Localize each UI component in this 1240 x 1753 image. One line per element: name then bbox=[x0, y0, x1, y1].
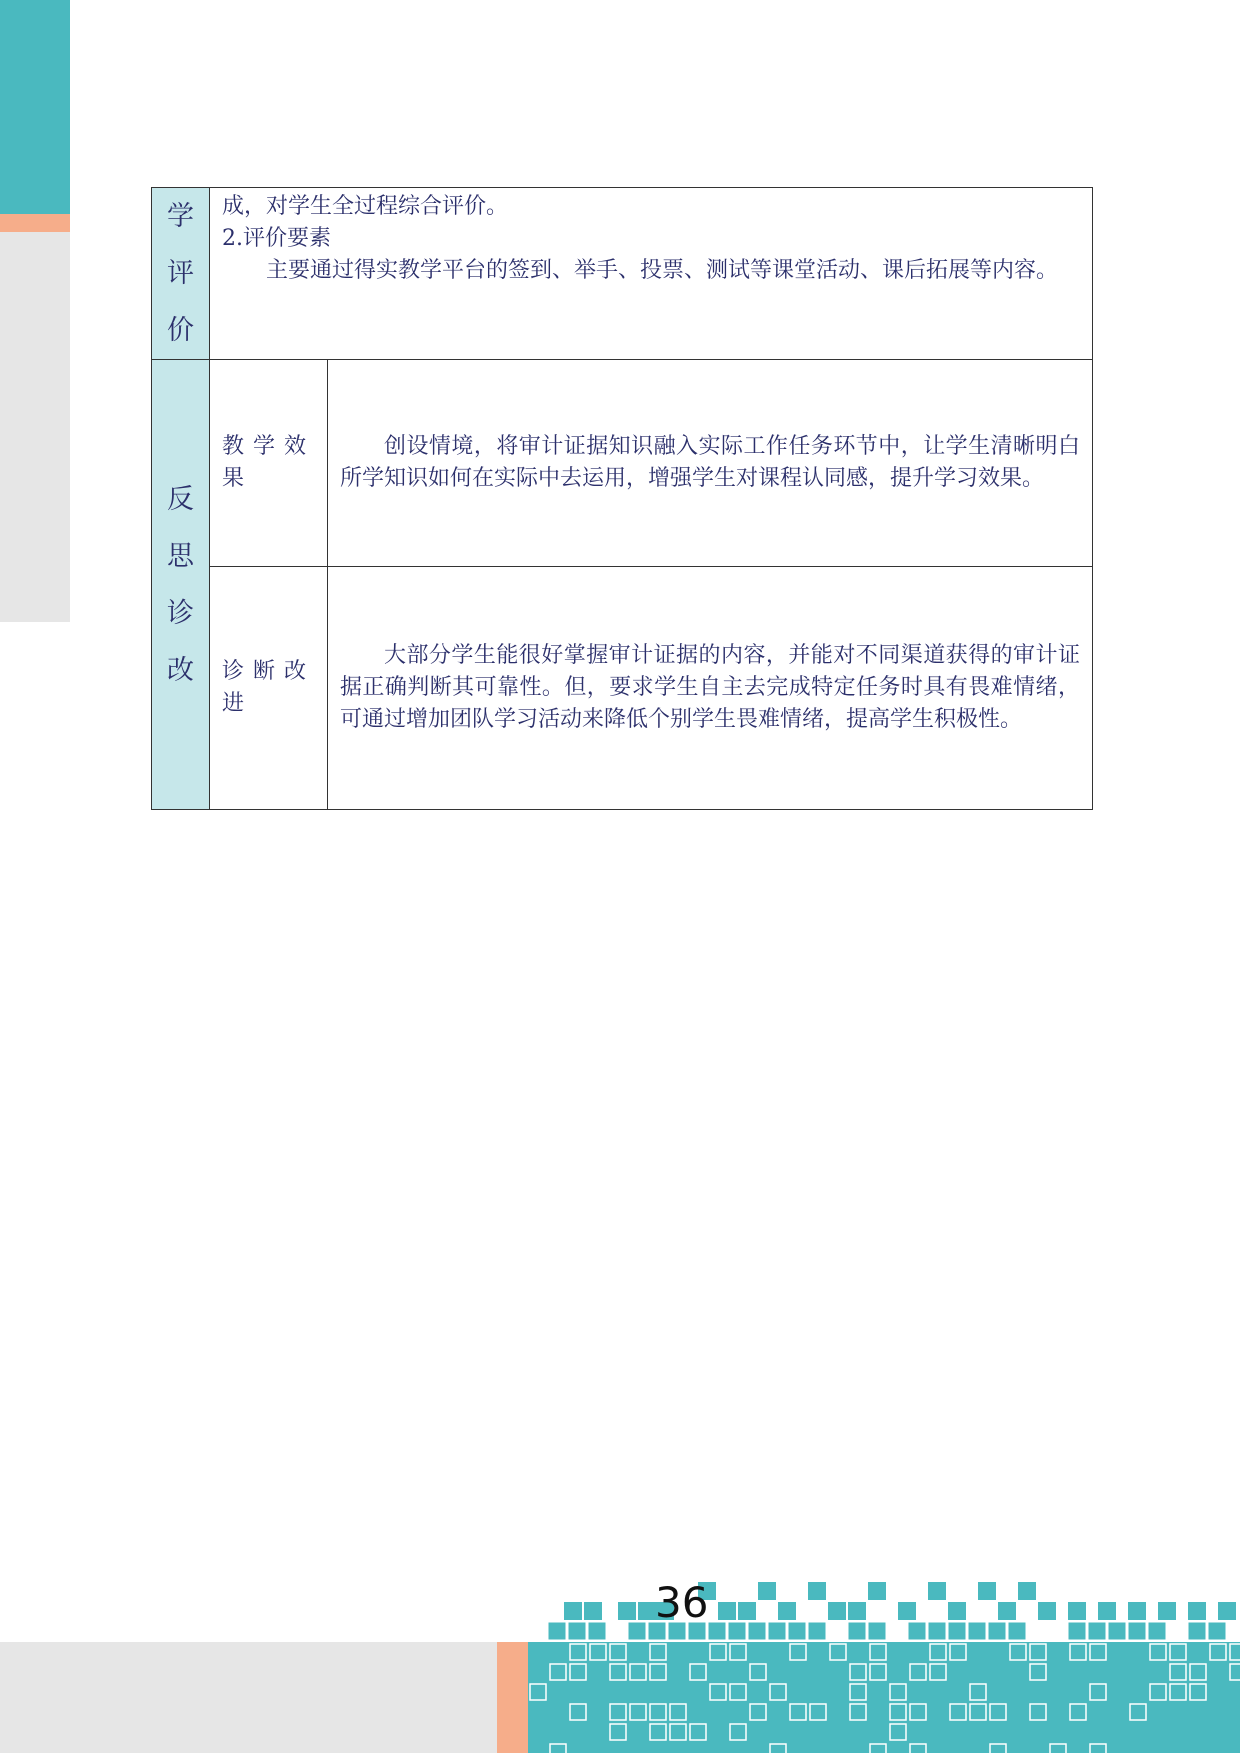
footer-pixel-outline bbox=[730, 1724, 746, 1740]
side-char: 学 bbox=[167, 201, 194, 232]
footer-pixel bbox=[638, 1602, 656, 1620]
footer-pixel bbox=[1128, 1622, 1146, 1640]
eval-line-3: 主要通过得实教学平台的签到、举手、投票、测试等课堂活动、课后拓展等内容。 bbox=[266, 258, 1059, 283]
diagnosis-text: 大部分学生能很好掌握审计证据的内容，并能对不同渠道获得的审计证据正确判断其可靠性。但，要求学生自主去完成特定任务时具有畏难情绪，可通过增加团队学习活动来降低个别学生畏难情绪，提高学生积极性。 bbox=[340, 643, 1080, 732]
footer-pixel-outline bbox=[1150, 1684, 1166, 1700]
footer-pixel-outline bbox=[650, 1724, 666, 1740]
footer-pixel-outline bbox=[750, 1664, 766, 1680]
footer-pixel bbox=[758, 1582, 776, 1600]
footer-pixel-outline bbox=[1210, 1644, 1226, 1660]
footer-pixel-outline bbox=[570, 1704, 586, 1720]
footer-pixel bbox=[908, 1622, 926, 1640]
footer-pixel-outline bbox=[770, 1684, 786, 1700]
footer-pixel bbox=[1018, 1582, 1036, 1600]
footer-pixel bbox=[978, 1582, 996, 1600]
footer-pixel-outline bbox=[910, 1704, 926, 1720]
row-label-teaching-effect: 教学效果 bbox=[210, 360, 328, 567]
footer-pixel-outline bbox=[910, 1744, 926, 1753]
footer-pixel-outline bbox=[890, 1724, 906, 1740]
footer-pixel bbox=[568, 1622, 586, 1640]
eval-line-2: 2.评价要素 bbox=[222, 226, 331, 251]
footer-pixel bbox=[828, 1602, 846, 1620]
footer-pixel bbox=[728, 1622, 746, 1640]
footer-pixel-outline bbox=[850, 1664, 866, 1680]
footer-pixel-outline bbox=[870, 1644, 886, 1660]
footer-pixel bbox=[738, 1602, 756, 1620]
footer-pixel-outline bbox=[1150, 1644, 1166, 1660]
footer-pixel bbox=[808, 1622, 826, 1640]
footer-pixel-outline bbox=[790, 1644, 806, 1660]
footer-pixel-outline bbox=[1090, 1684, 1106, 1700]
row-label-diagnosis: 诊断改进 bbox=[210, 567, 328, 810]
footer-pixel-outline bbox=[650, 1704, 666, 1720]
footer-pixel-outline bbox=[1050, 1744, 1066, 1753]
footer-pixel-outline bbox=[1130, 1704, 1146, 1720]
footer-pixel-outline bbox=[810, 1704, 826, 1720]
footer-pixel-outline bbox=[610, 1664, 626, 1680]
footer-pixel-outline bbox=[630, 1664, 646, 1680]
side-char: 评 bbox=[167, 258, 194, 289]
footer-pixel bbox=[768, 1622, 786, 1640]
footer-pixel-outline bbox=[1030, 1664, 1046, 1680]
footer-pixel-outline bbox=[610, 1724, 626, 1740]
footer-pixel-outline bbox=[570, 1664, 586, 1680]
footer-pixel-outline bbox=[1190, 1684, 1206, 1700]
footer-pixel-outline bbox=[910, 1664, 926, 1680]
side-char: 改 bbox=[167, 654, 194, 686]
footer-pixel bbox=[998, 1602, 1016, 1620]
footer-pixel bbox=[1088, 1622, 1106, 1640]
footer-pixel-outline bbox=[990, 1744, 1006, 1753]
footer-pixel-outline bbox=[1170, 1644, 1186, 1660]
evaluation-table bbox=[151, 187, 1093, 810]
footer-pixel-outline bbox=[970, 1704, 986, 1720]
footer-pixel-outline bbox=[710, 1684, 726, 1700]
footer-pixel bbox=[988, 1622, 1006, 1640]
footer-pixel bbox=[948, 1602, 966, 1620]
footer-pixel-outline bbox=[870, 1664, 886, 1680]
footer-pixel-outline bbox=[630, 1704, 646, 1720]
footer-pixel bbox=[808, 1582, 826, 1600]
footer-pixel-outline bbox=[850, 1704, 866, 1720]
footer-pixel-outline bbox=[970, 1684, 986, 1700]
footer-pixel-outline bbox=[1230, 1644, 1240, 1660]
footer-pixel-outline bbox=[930, 1644, 946, 1660]
footer-pixel bbox=[618, 1602, 636, 1620]
footer-pixel-outline bbox=[1030, 1644, 1046, 1660]
footer-pixel-outline bbox=[1070, 1704, 1086, 1720]
footer-pixel bbox=[898, 1602, 916, 1620]
footer-pixel-outline bbox=[1090, 1744, 1106, 1753]
footer-pixel bbox=[788, 1622, 806, 1640]
footer-pixel-outline bbox=[730, 1684, 746, 1700]
table-row-teaching-effect bbox=[152, 360, 1093, 567]
footer-pixel bbox=[588, 1622, 606, 1640]
footer-pixel-outline bbox=[870, 1744, 886, 1753]
footer-pixel bbox=[1208, 1622, 1226, 1640]
footer-pixel-outline bbox=[790, 1704, 806, 1720]
footer-pixel-outline bbox=[1070, 1644, 1086, 1660]
footer-pixel-outline bbox=[930, 1664, 946, 1680]
footer-pixel-outline bbox=[670, 1724, 686, 1740]
footer-pixel-outline bbox=[950, 1644, 966, 1660]
footer-pixel-outline bbox=[890, 1684, 906, 1700]
side-char: 价 bbox=[167, 315, 194, 346]
side-gray-bar bbox=[0, 232, 70, 622]
side-char: 反 bbox=[167, 483, 194, 515]
footer-pixel bbox=[948, 1622, 966, 1640]
side-header-reflection bbox=[152, 360, 210, 810]
footer-pixel-outline bbox=[730, 1644, 746, 1660]
footer-pixel-outline bbox=[890, 1704, 906, 1720]
side-teal-bar bbox=[0, 0, 70, 214]
table-row-diagnosis bbox=[152, 567, 1093, 810]
teaching-effect-text: 创设情境，将审计证据知识融入实际工作任务环节中，让学生清晰明白所学知识如何在实际中去运用，增强学生对课程认同感，提升学习效果。 bbox=[340, 434, 1080, 491]
footer-pixel-pattern bbox=[528, 1582, 1240, 1753]
footer-pixel-outline bbox=[690, 1724, 706, 1740]
footer-pixel-outline bbox=[1190, 1664, 1206, 1680]
footer-pixel-outline bbox=[570, 1644, 586, 1660]
side-orange-bar bbox=[0, 214, 70, 232]
footer-pixel-outline bbox=[650, 1644, 666, 1660]
footer-pixel bbox=[928, 1582, 946, 1600]
eval-line-1: 成，对学生全过程综合评价。 bbox=[222, 194, 509, 219]
footer-pixel bbox=[1068, 1602, 1086, 1620]
footer-pixel bbox=[584, 1602, 602, 1620]
footer-pixel bbox=[1158, 1602, 1176, 1620]
table-row-evaluation bbox=[152, 188, 1093, 360]
footer-pixel-outline bbox=[1230, 1664, 1240, 1680]
footer-pixel-outline bbox=[550, 1744, 566, 1753]
footer-pixel bbox=[968, 1622, 986, 1640]
footer-pixel-outline bbox=[950, 1704, 966, 1720]
footer-orange-strip bbox=[497, 1642, 528, 1753]
footer-pixel-outline bbox=[710, 1644, 726, 1660]
footer-pixel bbox=[928, 1622, 946, 1640]
footer-pixel bbox=[1068, 1622, 1086, 1640]
row-content-teaching-effect bbox=[328, 360, 1093, 567]
footer-pixel-outline bbox=[550, 1664, 566, 1680]
row-content-diagnosis bbox=[328, 567, 1093, 810]
footer-pixel-outline bbox=[830, 1644, 846, 1660]
footer-pixel-outline bbox=[610, 1704, 626, 1720]
footer-pixel-outline bbox=[690, 1664, 706, 1680]
footer-pixel bbox=[778, 1602, 796, 1620]
footer-pixel-outline bbox=[990, 1704, 1006, 1720]
footer-pixel-outline bbox=[670, 1704, 686, 1720]
footer-pixel-outline bbox=[1170, 1664, 1186, 1680]
footer-pixel bbox=[868, 1582, 886, 1600]
side-char: 诊 bbox=[167, 597, 194, 629]
footer-pixel bbox=[848, 1622, 866, 1640]
page-number: 36 bbox=[655, 1578, 709, 1627]
footer-pixel bbox=[868, 1622, 886, 1640]
footer-pixel-outline bbox=[1170, 1684, 1186, 1700]
footer-pixel-outline bbox=[530, 1684, 546, 1700]
footer-pixel-outline bbox=[1090, 1644, 1106, 1660]
footer-pixel bbox=[1038, 1602, 1056, 1620]
footer-pixel bbox=[564, 1602, 582, 1620]
footer-pixel-outline bbox=[770, 1744, 786, 1753]
footer-pixel-outline bbox=[1010, 1644, 1026, 1660]
footer-pixel bbox=[628, 1622, 646, 1640]
footer-pixel bbox=[548, 1622, 566, 1640]
footer-pixel bbox=[1188, 1622, 1206, 1640]
side-header-evaluation bbox=[152, 188, 210, 360]
footer-pixel-outline bbox=[650, 1664, 666, 1680]
footer-pixel bbox=[748, 1622, 766, 1640]
footer-pixel bbox=[1128, 1602, 1146, 1620]
footer-pixel bbox=[1188, 1602, 1206, 1620]
footer-pixel bbox=[848, 1602, 866, 1620]
footer-pixel bbox=[1008, 1622, 1026, 1640]
evaluation-content bbox=[210, 188, 1093, 360]
footer-gray-band bbox=[0, 1642, 497, 1753]
footer-pixel bbox=[1218, 1602, 1236, 1620]
footer-pixel bbox=[718, 1602, 736, 1620]
footer-pixel bbox=[1108, 1622, 1126, 1640]
footer-pixel-outline bbox=[590, 1644, 606, 1660]
side-char: 思 bbox=[167, 540, 194, 572]
footer-pixel bbox=[708, 1622, 726, 1640]
footer-pixel-outline bbox=[750, 1704, 766, 1720]
footer-pixel-outline bbox=[610, 1644, 626, 1660]
footer-pixel bbox=[1148, 1622, 1166, 1640]
footer-pixel-outline bbox=[850, 1684, 866, 1700]
footer-pixel bbox=[1098, 1602, 1116, 1620]
footer-pixel-outline bbox=[1030, 1704, 1046, 1720]
